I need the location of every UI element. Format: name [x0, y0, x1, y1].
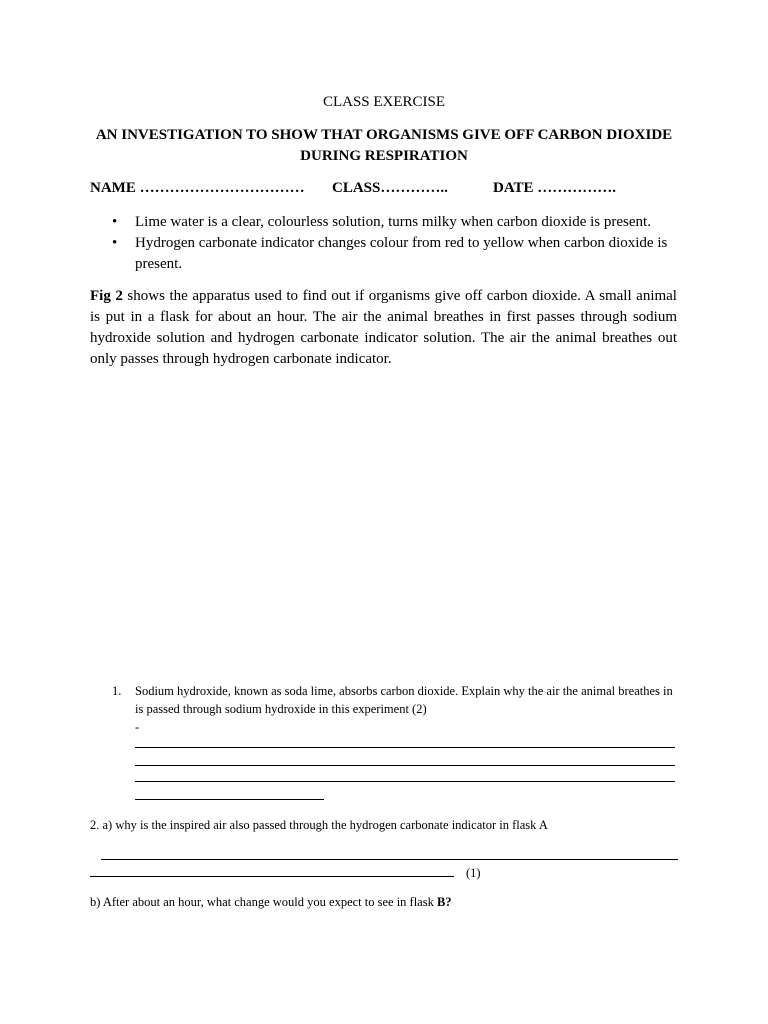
intro-paragraph: [90, 286, 677, 370]
q1-dash: -: [135, 720, 140, 734]
bullet-item: [90, 233, 680, 275]
bullet-dot-icon: •: [112, 214, 118, 230]
q2a-text: a) why is the inspired air also passed through the hydrogen carbonate indicator in flask A: [99, 818, 548, 832]
q2a-answer-line[interactable]: [90, 876, 454, 877]
name-field[interactable]: NAME ……………………………: [90, 180, 305, 196]
q2a-question: [90, 816, 548, 834]
q2a-marks: (1): [466, 866, 481, 880]
bullet-dot-icon: •: [112, 235, 118, 251]
date-field[interactable]: DATE …………….: [493, 180, 617, 196]
q1-answer-line[interactable]: [135, 747, 675, 748]
worksheet-title: [90, 125, 678, 167]
q1-answer-line[interactable]: [135, 765, 675, 766]
fig-reference: Fig 2: [90, 288, 123, 304]
title-line-2: DURING RESPIRATION: [300, 148, 468, 164]
exercise-label: CLASS EXERCISE: [322, 94, 446, 110]
bullet-item: [90, 212, 680, 233]
q2-number: 2.: [90, 818, 100, 832]
q1-number: 1.: [112, 684, 122, 698]
q2b-text: b) After about an hour, what change would you expect to see in flask: [90, 895, 437, 909]
bullet-text: Hydrogen carbonate indicator changes colour from red to yellow when carbon dioxide is present.: [135, 235, 668, 272]
q1-answer-line[interactable]: [135, 781, 675, 782]
q1-text: Sodium hydroxide, known as soda lime, absorbs carbon dioxide. Explain why the air the animal breathes in is passed through sodium hydroxide in this experiment (2): [135, 684, 673, 716]
q1-answer-line[interactable]: [135, 799, 324, 800]
title-line-1: AN INVESTIGATION TO SHOW THAT ORGANISMS GIVE OFF CARBON DIOXIDE: [95, 127, 673, 143]
bullet-text: Lime water is a clear, colourless solution, turns milky when carbon dioxide is present.: [135, 214, 651, 230]
intro-text: shows the apparatus used to find out if organisms give off carbon dioxide. A small animal is put in a flask for about an hour. The air the animal breathes in first passes through sodium hydroxide solution and hydrogen carbonate indicator solution. The air the animal breathes out only passes through hydrogen carbonate indicator.: [90, 288, 677, 367]
class-field[interactable]: CLASS…………..: [332, 180, 448, 196]
q2b-question: [90, 893, 452, 911]
q2a-answer-line[interactable]: [101, 859, 678, 860]
info-bullet-list: [90, 212, 680, 275]
q2b-flask-label: B?: [436, 895, 452, 909]
